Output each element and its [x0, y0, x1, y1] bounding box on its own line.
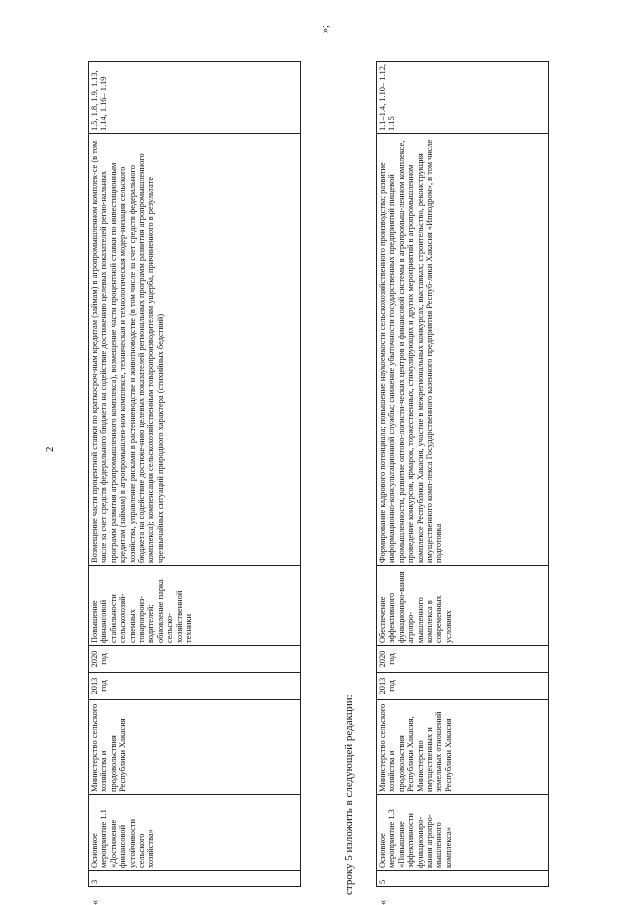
- quote-open: «: [90, 900, 101, 905]
- table-block-row-3: [88, 25, 331, 905]
- table-row-5: [376, 61, 549, 887]
- cell-num: 5: [377, 871, 549, 887]
- cell-num: 3: [89, 871, 301, 887]
- cell-name: Основное мероприятие 1.3 «Повышение эффективности функциониро-вания агропро-мышленного комплекса»: [377, 795, 549, 871]
- cell-end: 2020 год: [89, 646, 301, 673]
- table-row-3: [88, 61, 301, 887]
- cell-indicators: 1.5, 1.8, 1.9, 1.13, 1.14, 1.16– 1.19: [89, 62, 301, 134]
- page-number: 2: [44, 446, 56, 452]
- cell-result: Повышение финансовой стабильности сельскохозяй-ственных товаропроиз-водителей; обновление парка сельско-хозяйственной техники: [89, 566, 301, 646]
- quote-open: «: [378, 900, 389, 905]
- rotated-content: [88, 25, 548, 905]
- cell-result: Обеспечение эффективного функциониро-вания агропро-мышленного комплекса в современных условиях: [377, 566, 549, 646]
- table-row: [89, 62, 301, 887]
- cell-end: 2020 год: [377, 646, 549, 673]
- cell-start: 2013 год: [377, 673, 549, 700]
- table-row: [377, 62, 549, 887]
- cell-start: 2013 год: [89, 673, 301, 700]
- cell-executor: Министерство сельского хозяйства и продовольствия Республики Хакасия: [89, 700, 301, 795]
- instruction-text: строку 5 изложить в следующей редакции:: [343, 694, 355, 895]
- cell-indicators: 1.1–1.4, 1.10– 1.12, 1.15: [377, 62, 549, 134]
- cell-description: Формирование кадрового потенциала; повышение наукоемкости сельскохозяйственного производства; развитие информационно-консультационной службы; снижение убыточности государственных предприятий пищевой промышленности, развитие оптово-логисти-ческих центров и финансовой системы в агропромыш-ленном комплексе, проведение конкурсов, ярмарок, торжественных, стимулирующих и других мероприятий в агропромышленном комплексе Республики Хакасия, участие в межрегиональных конкурсах, выставках; строительство, реконструкция имущественного комп-лекса Государственного казенного предприятия Респуб-лики Хакасия «Ипподром», в том числе подготовка: [377, 134, 549, 566]
- cell-description: Возмещение части процентной ставки по краткосроч-ным кредитам (займам) в агропромышленном комплек-се (в том числе за счет средств федерального бюджета на содействие достижению целевых показателей регио-нальных программ развития агропромышленного комплекса), возмещение части процентной ставки по инвестиционным кредитам (займам) в агропромышлен-ном комплексе, техническая и технологическая модер-низация сельского хозяйства, управление рисками в растениеводстве и животноводстве (в том числе за счет средств федерального бюджета на содействие достиже-нию целевых показателей региональных программ развития агропромышленного комплекса); компенсация сельскохозяйственным товаропроизводителям ущерба, причиненного в результате чрезвычайных ситуаций природного характера (стихийных бедствий): [89, 134, 301, 566]
- quote-close: »;: [320, 25, 331, 33]
- table-block-row-5: [376, 35, 549, 905]
- cell-name: Основное мероприятие 1.1 «Достижение финансовой устойчивости сельского хозяйства»: [89, 795, 301, 871]
- cell-executor: Министерство сельского хозяйства и продовольствия Республики Хакасия, Министерство имущественных и земельных отношений Республики Хакасия: [377, 700, 549, 795]
